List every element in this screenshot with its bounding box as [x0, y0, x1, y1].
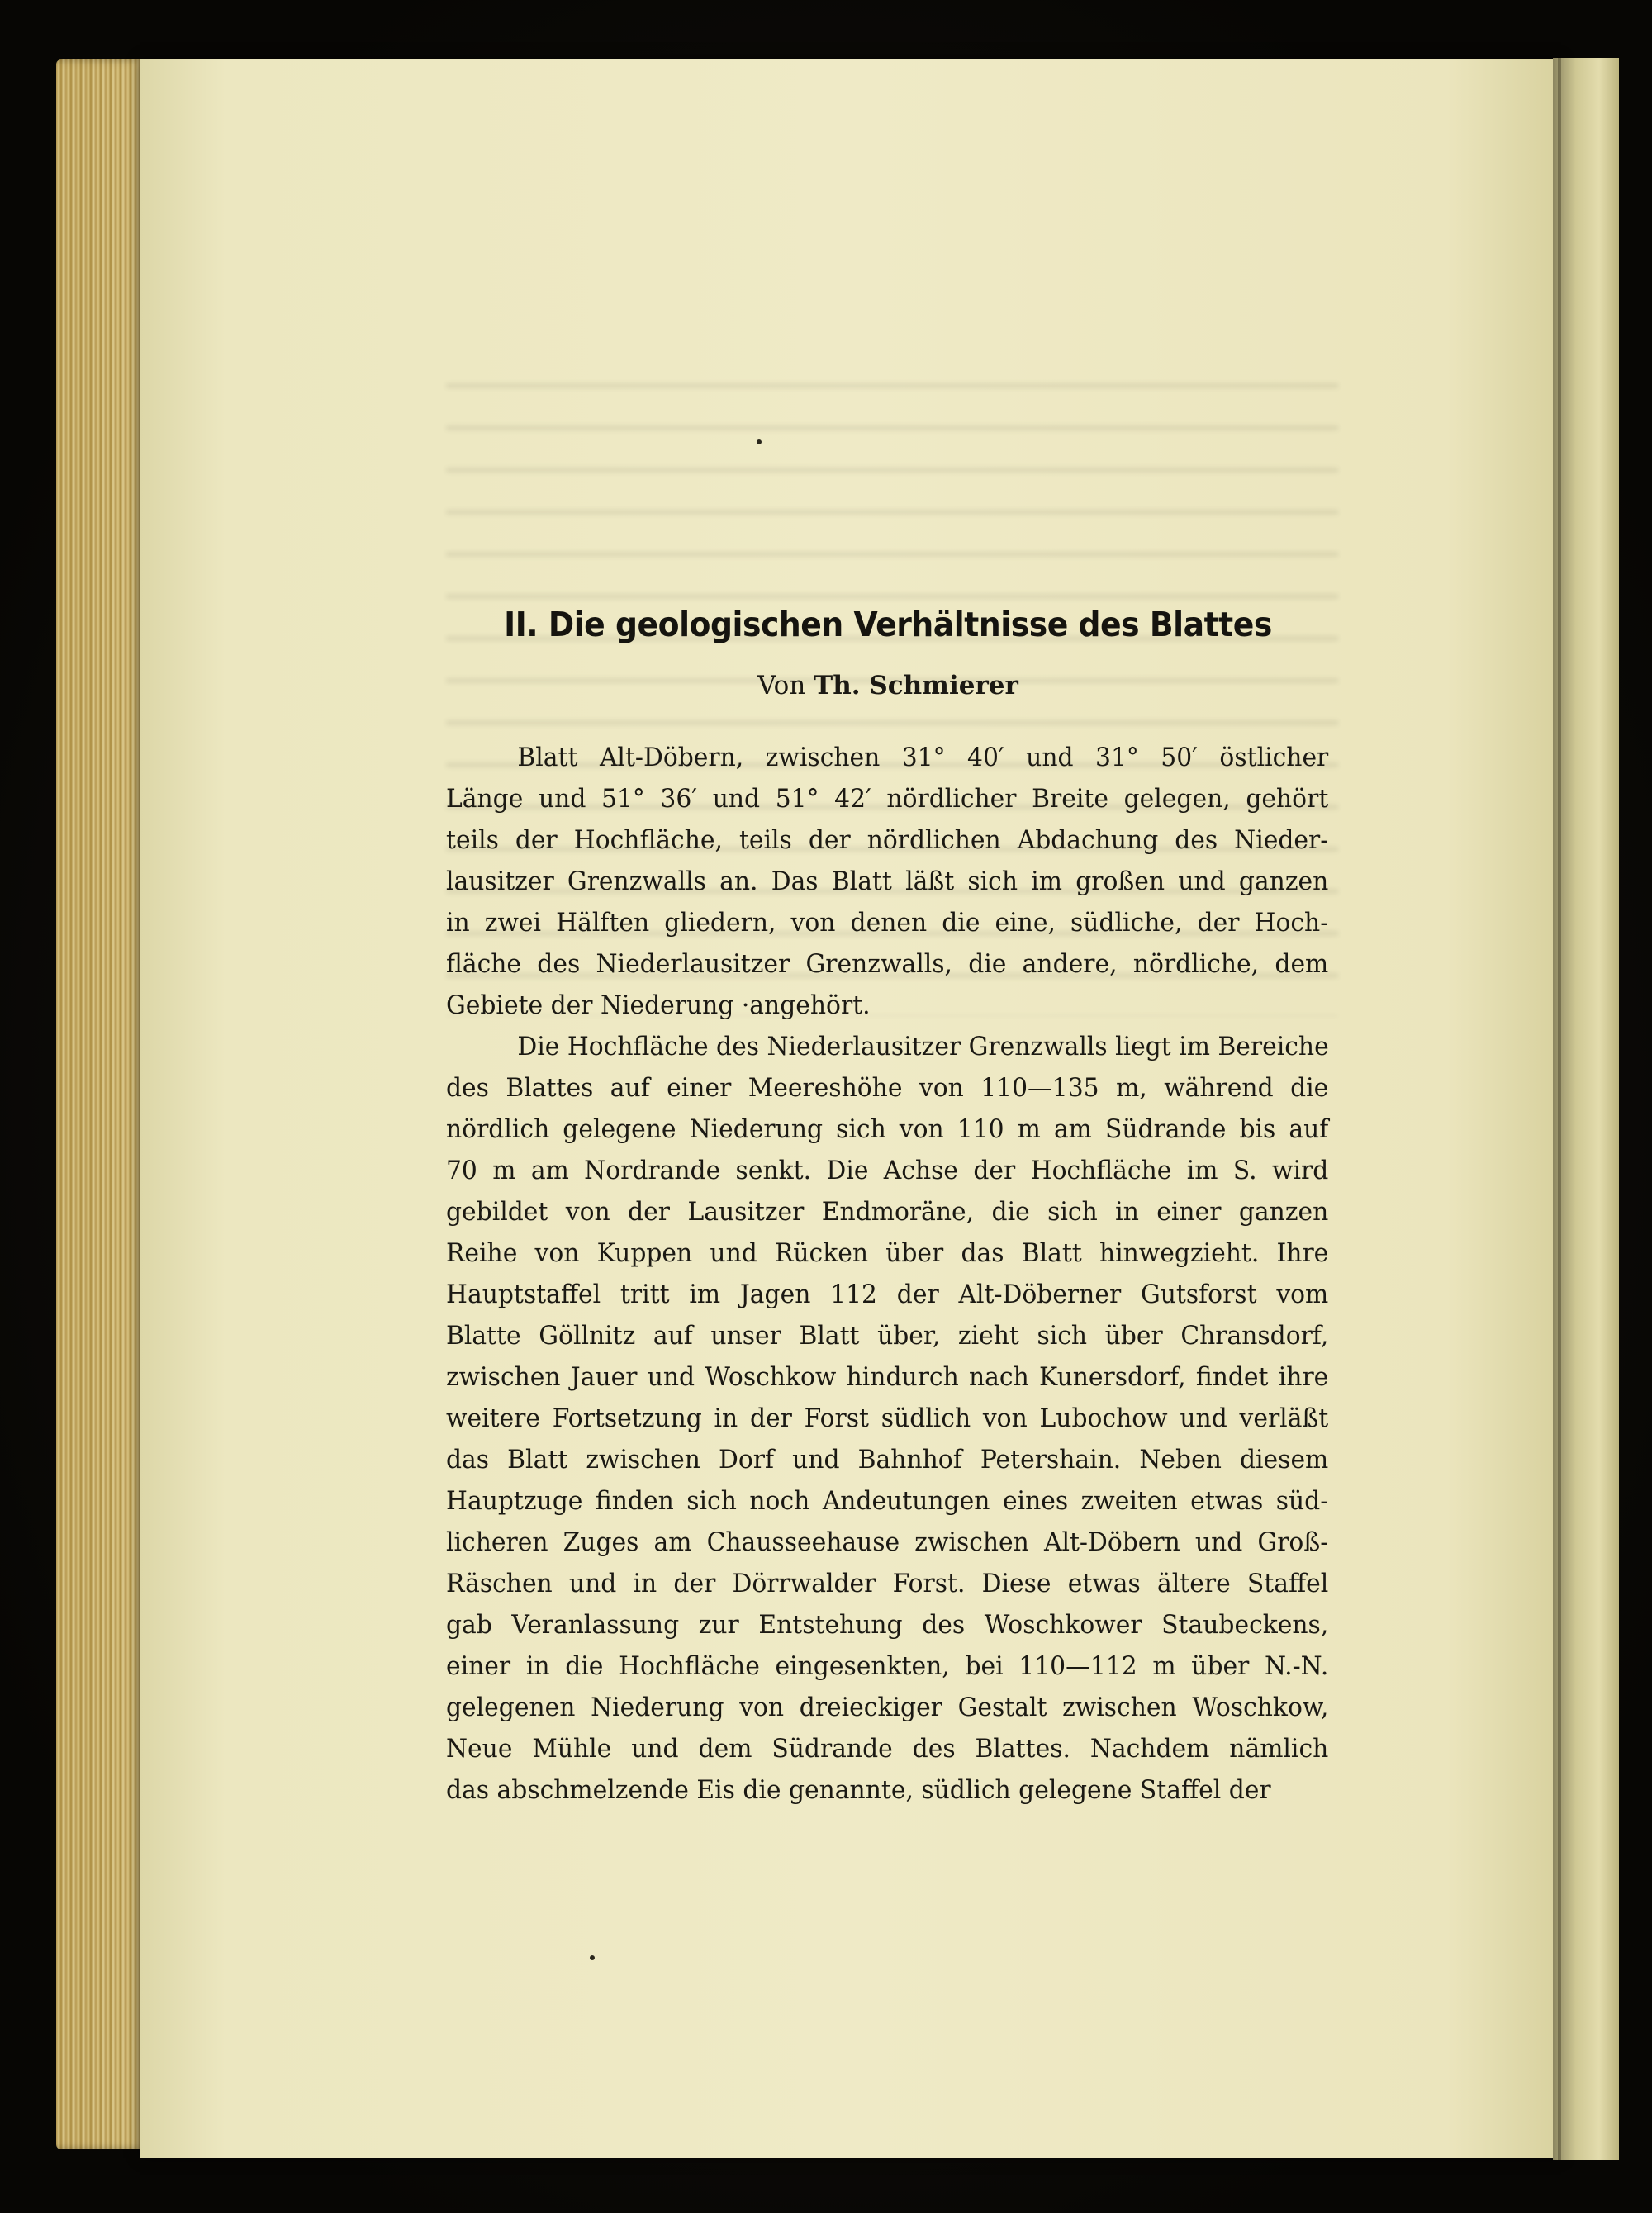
text-line: Blatt Alt-Döbern, zwischen 31° 40′ und 31° 50′ östlicher — [517, 743, 1329, 772]
text-line: Reihe von Kuppen und Rücken über das Blatt hinwegzieht. Ihre — [446, 1238, 1329, 1268]
text-line: gab Veranlassung zur Entstehung des Woschkower Staubeckens, — [446, 1610, 1329, 1640]
text-line: Hauptstaffel tritt im Jagen 112 der Alt-Döberner Gutsforst vom — [446, 1280, 1329, 1309]
text-line: nördlich gelegene Niederung sich von 110 m am Südrande bis auf — [446, 1114, 1329, 1144]
gilded-page-edges — [56, 59, 147, 2149]
speck-mark — [590, 1955, 595, 1960]
paragraph-2 — [446, 1026, 1330, 1811]
author-byline — [446, 671, 1330, 700]
text-line: 70 m am Nordrande senkt. Die Achse der Hochfläche im S. wird — [446, 1156, 1329, 1185]
text-line: in zwei Hälften gliedern, von denen die eine, südliche, der Hoch- — [446, 908, 1329, 938]
text-line: Die Hochfläche des Niederlausitzer Grenzwalls liegt im Bereiche — [517, 1032, 1329, 1061]
facing-page-edge — [1553, 58, 1619, 2160]
text-line: Räschen und in der Dörrwalder Forst. Diese etwas ältere Staffel — [446, 1569, 1329, 1598]
text-line: Neue Mühle und dem Südrande des Blattes. Nachdem nämlich — [446, 1734, 1329, 1764]
section-heading: II. Die geologischen Verhältnisse des Blattes — [504, 605, 1272, 644]
text-line: einer in die Hochfläche eingesenkten, bei 110—112 m über N.-N. — [446, 1651, 1329, 1681]
text-line: Blatte Göllnitz auf unser Blatt über, zieht sich über Chransdorf, — [446, 1321, 1329, 1351]
text-line: fläche des Niederlausitzer Grenzwalls, die andere, nördliche, dem — [446, 949, 1329, 979]
text-line: weitere Fortsetzung in der Forst südlich von Lubochow und verläßt — [446, 1403, 1329, 1433]
text-line: des Blattes auf einer Meereshöhe von 110—135 m, während die — [446, 1073, 1329, 1103]
text-line: teils der Hochfläche, teils der nördlichen Abdachung des Nieder- — [446, 825, 1329, 855]
speck-mark — [757, 439, 762, 444]
text-line: gebildet von der Lausitzer Endmoräne, die sich in einer ganzen — [446, 1197, 1329, 1227]
text-line: das abschmelzende Eis die genannte, südlich gelegene Staffel der — [446, 1775, 1271, 1805]
text-line: das Blatt zwischen Dorf und Bahnhof Petershain. Neben diesem — [446, 1445, 1329, 1475]
text-line: zwischen Jauer und Woschkow hindurch nach Kunersdorf, findet ihre — [446, 1362, 1329, 1392]
text-line: lausitzer Grenzwalls an. Das Blatt läßt sich im großen und ganzen — [446, 867, 1329, 896]
byline-author: Th. Schmierer — [814, 671, 1018, 700]
byline-prefix: Von — [757, 671, 806, 700]
paragraph-1 — [446, 737, 1330, 1026]
text-line: licheren Zuges am Chausseehause zwischen Alt-Döbern und Groß- — [446, 1527, 1329, 1557]
text-line: Länge und 51° 36′ und 51° 42′ nördlicher Breite gelegen, gehört — [446, 784, 1329, 814]
text-line: gelegenen Niederung von dreieckiger Gestalt zwischen Woschkow, — [446, 1693, 1329, 1722]
text-line: Hauptzuge finden sich noch Andeutungen eines zweiten etwas süd- — [446, 1486, 1329, 1516]
text-line: Gebiete der Niederung ·angehört. — [446, 990, 871, 1020]
